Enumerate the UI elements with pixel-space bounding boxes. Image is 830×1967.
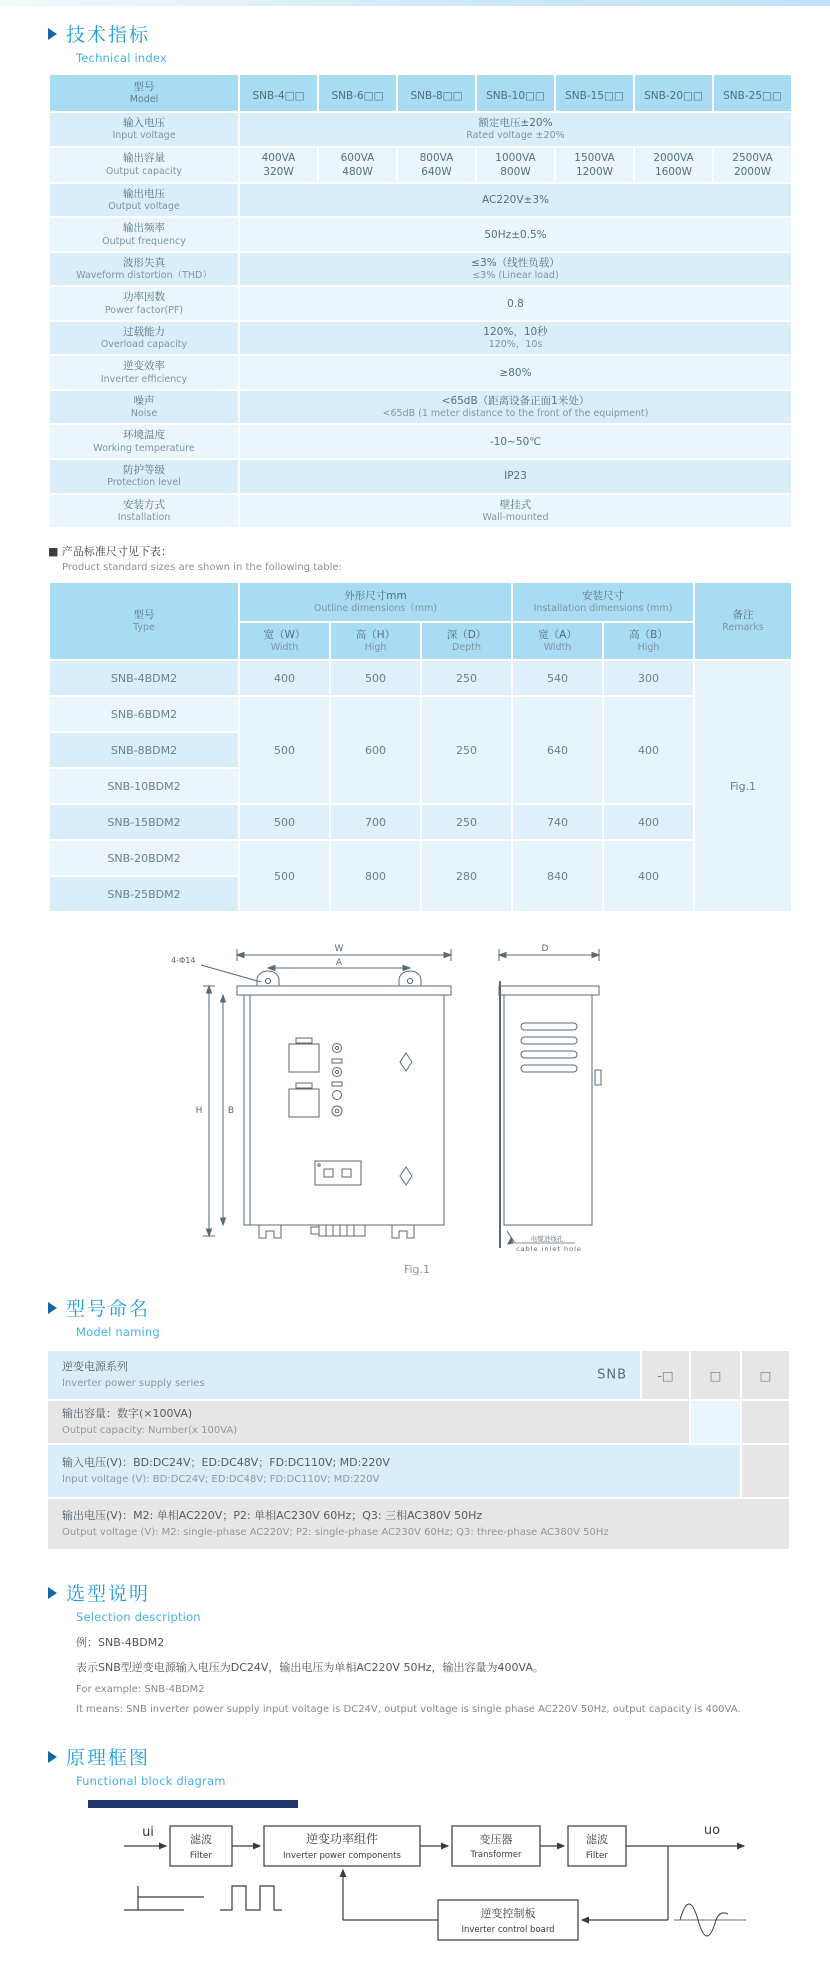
outline-drawing [149, 935, 689, 1280]
size-dim-w: 500 [240, 697, 329, 803]
size-row [50, 697, 791, 731]
section-title [48, 1294, 789, 1321]
spec-value: 1500VA 1200W [556, 148, 633, 182]
fig-dim-h: H [195, 1106, 202, 1117]
section-title [48, 1743, 789, 1770]
model-prefix: SNB [597, 1367, 627, 1383]
bd-control-en: Inverter control board [461, 1925, 555, 1936]
bd-filter2-en: Filter [585, 1851, 609, 1862]
size-note [48, 543, 789, 573]
fig-holes-label: 4-Φ14 [170, 956, 195, 966]
spec-label: 安装方式 Installation [50, 495, 238, 528]
bd-transformer-en: Transformer [470, 1850, 522, 1861]
section-title-cn: 选型说明 [66, 1583, 151, 1606]
section-arrow-icon [48, 1587, 57, 1599]
section-title-en: Technical index [76, 51, 167, 65]
spec-header-model-col: SNB-15□□ [556, 75, 633, 111]
spec-label: 噪声 Noise [50, 391, 238, 424]
spec-table [48, 73, 793, 529]
size-header-remarks: 备注 Remarks [695, 583, 791, 659]
spec-value: 400VA 320W [240, 148, 317, 182]
section-title-cn: 技术指标 [66, 24, 151, 46]
size-dim-b: 300 [604, 661, 693, 695]
size-type: SNB-25BDM2 [50, 877, 238, 911]
size-subheader-b: 高（B） High [604, 623, 693, 659]
spec-label: 功率因数 Power factor(PF) [50, 287, 238, 320]
section-title-cn: 型号命名 [66, 1298, 151, 1321]
section-title-en: Model naming [76, 1325, 160, 1340]
spec-value: 120%，10秒 120%，10s [240, 322, 791, 355]
naming-row-input-voltage [48, 1445, 789, 1497]
spec-value: 2000VA 1600W [635, 148, 712, 182]
fig-dim-d: D [541, 944, 548, 955]
size-header-install: 安装尺寸 Installation dimensions (mm) [513, 583, 693, 621]
size-type: SNB-4BDM2 [50, 661, 238, 695]
size-header-type: 型号 Type [50, 583, 238, 659]
size-remark: Fig.1 [695, 661, 791, 911]
spec-header-model-col: SNB-10□□ [477, 75, 554, 111]
section-arrow-icon [48, 1751, 57, 1763]
spec-label: 波形失真 Waveform distortion（THD） [50, 253, 238, 286]
size-type: SNB-15BDM2 [50, 805, 238, 839]
bd-power-cn: 逆变功率组件 [305, 1832, 379, 1847]
fig-dim-w: W [334, 944, 343, 955]
spec-row-output-frequency [50, 218, 791, 251]
spec-row-temperature [50, 425, 791, 458]
bd-power-en: Inverter power components [283, 1851, 401, 1862]
spec-label: 环境温度 Working temperature [50, 425, 238, 458]
naming-output-cell: 输出电压(V)：M2: 单相AC220V；P2: 单相AC230V 60Hz；Q3: 三相AC380V 50Hz Output voltage (V): M2: single-phase AC220V; P2: single-phase AC230V 60Hz; Q3: three-phase AC380V 50Hz [48, 1499, 789, 1549]
size-dim-a: 640 [513, 697, 602, 803]
spec-label: 输出容量 Output capacity [50, 148, 238, 182]
selection-example-cn: 例：SNB-4BDM2 [76, 1636, 165, 1650]
spec-value: 壁挂式 Wall-mounted [240, 495, 791, 528]
bd-filter1-cn: 滤波 [190, 1833, 212, 1847]
figure-fig1 [48, 935, 789, 1284]
spec-value: <65dB（距离设备正面1米处） <65dB (1 meter distance to the front of the equipment) [240, 391, 791, 424]
size-row [50, 805, 791, 839]
section-arrow-icon [48, 28, 57, 40]
section-model-naming [48, 1294, 789, 1339]
bd-transformer-cn: 变压器 [479, 1833, 513, 1847]
spec-value: AC220V±3% [240, 184, 791, 217]
naming-row-capacity [48, 1401, 789, 1443]
naming-box-2: □ [691, 1351, 740, 1399]
spec-header-model-col: SNB-8□□ [398, 75, 475, 111]
size-dim-b: 400 [604, 841, 693, 911]
size-row [50, 841, 791, 875]
spec-header-model-col: SNB-20□□ [635, 75, 712, 111]
block-diagram-wrap [108, 1798, 789, 1967]
spec-row-efficiency [50, 356, 791, 389]
section-title-cn: 原理框图 [66, 1747, 151, 1770]
spec-value: ≥80% [240, 356, 791, 389]
section-title [48, 1579, 789, 1606]
naming-series-cell: 逆变电源系列 Inverter power supply series SNB [48, 1351, 640, 1399]
bd-output-label: uo [703, 1823, 721, 1839]
size-row [50, 661, 791, 695]
spec-value: 0.8 [240, 287, 791, 320]
naming-step-fill [742, 1445, 789, 1497]
fig-cable-label-en: cable inlet hole [515, 1245, 582, 1254]
size-dim-d: 250 [422, 805, 511, 839]
spec-label: 过载能力 Overload capacity [50, 322, 238, 355]
spec-value: ≤3%（线性负载） ≤3% (Linear load) [240, 253, 791, 286]
size-dim-h: 700 [331, 805, 420, 839]
fig-cable-label-cn: 电缆进线孔 [530, 1235, 563, 1244]
spec-value: -10~50℃ [240, 425, 791, 458]
size-header-outline: 外形尺寸mm Outline dimensions（mm) [240, 583, 511, 621]
fig-dim-a: A [335, 958, 342, 969]
spec-row-input-voltage [50, 113, 791, 146]
spec-header-model: 型号 Model [50, 75, 238, 111]
section-title [48, 20, 789, 47]
spec-row-power-factor [50, 287, 791, 320]
selection-meaning-en: It means: SNB inverter power supply input voltage is DC24V, output voltage is single phase AC220V 50Hz, output capacity is 400VA. [76, 1704, 741, 1716]
bd-filter2-cn: 滤波 [586, 1833, 608, 1847]
spec-header-model-col: SNB-6□□ [319, 75, 396, 111]
selection-example-en: For example: SNB-4BDM2 [76, 1684, 205, 1696]
size-dim-w: 500 [240, 805, 329, 839]
size-dim-d: 250 [422, 697, 511, 803]
size-dim-h: 800 [331, 841, 420, 911]
naming-row-output-voltage [48, 1499, 789, 1549]
spec-value: 800VA 640W [398, 148, 475, 182]
naming-box-3: □ [742, 1351, 789, 1399]
size-subheader-h: 高（H） High [331, 623, 420, 659]
fig-caption: Fig.1 [403, 1263, 430, 1277]
spec-row-waveform [50, 253, 791, 286]
spec-value: 额定电压±20% Rated voltage ±20% [240, 113, 791, 146]
spec-label: 输出电压 Output voltage [50, 184, 238, 217]
section-block-diagram [48, 1743, 789, 1788]
size-subheader-a: 宽（A） Width [513, 623, 602, 659]
size-dim-a: 740 [513, 805, 602, 839]
spec-row-output-capacity [50, 148, 791, 182]
size-dim-b: 400 [604, 805, 693, 839]
size-subheader-w: 宽（W） Width [240, 623, 329, 659]
section-title-en: Selection description [76, 1610, 201, 1625]
spec-value: 2500VA 2000W [714, 148, 791, 182]
block-diagram [108, 1798, 758, 1963]
size-type: SNB-8BDM2 [50, 733, 238, 767]
bd-input-label: ui [142, 1825, 154, 1841]
model-naming-ladder [48, 1351, 789, 1549]
spec-label: 输入电压 Input voltage [50, 113, 238, 146]
naming-input-cell: 输入电压(V)：BD:DC24V；ED:DC48V；FD:DC110V; MD:220V Input voltage (V): BD:DC24V; ED:DC48V; FD:DC110V; MD:220V [48, 1445, 740, 1497]
size-dim-d: 280 [422, 841, 511, 911]
spec-value: IP23 [240, 460, 791, 493]
fig-dim-b: B [227, 1106, 234, 1117]
size-header-row [50, 583, 791, 621]
spec-row-protection [50, 460, 791, 493]
spec-header-model-col: SNB-4□□ [240, 75, 317, 111]
size-note-cn: ■ 产品标准尺寸见下表： [48, 545, 172, 559]
size-dim-h: 500 [331, 661, 420, 695]
size-dim-a: 840 [513, 841, 602, 911]
size-dim-d: 250 [422, 661, 511, 695]
spec-value: 600VA 480W [319, 148, 396, 182]
spec-label: 防护等级 Protection level [50, 460, 238, 493]
spec-header-model-col: SNB-25□□ [714, 75, 791, 111]
size-type: SNB-6BDM2 [50, 697, 238, 731]
bd-control-cn: 逆变控制板 [480, 1907, 536, 1921]
spec-label: 逆变效率 Inverter efficiency [50, 356, 238, 389]
size-table [48, 581, 793, 913]
size-dim-w: 400 [240, 661, 329, 695]
naming-box-1: -□ [642, 1351, 689, 1399]
naming-row-series [48, 1351, 789, 1399]
section-technical-index [48, 20, 789, 65]
size-subheader-d: 深（D） Depth [422, 623, 511, 659]
spec-row-installation [50, 495, 791, 528]
bd-filter1-en: Filter [189, 1851, 213, 1862]
section-selection [48, 1579, 789, 1624]
size-note-en: Product standard sizes are shown in the following table: [62, 562, 342, 574]
spec-row-overload [50, 322, 791, 355]
section-title-en: Functional block diagram [76, 1774, 226, 1789]
selection-text [76, 1634, 789, 1715]
size-type: SNB-10BDM2 [50, 769, 238, 803]
size-dim-a: 540 [513, 661, 602, 695]
size-dim-h: 600 [331, 697, 420, 803]
selection-meaning-cn: 表示SNB型逆变电源输入电压为DC24V，输出电压为单相AC220V 50Hz，输出容量为400VA。 [76, 1661, 544, 1675]
spec-row-noise [50, 391, 791, 424]
spec-value: 50Hz±0.5% [240, 218, 791, 251]
spec-value: 1000VA 800W [477, 148, 554, 182]
spec-header-row [50, 75, 791, 111]
naming-step-fill [691, 1401, 740, 1443]
naming-step-fill [742, 1401, 789, 1443]
section-arrow-icon [48, 1302, 57, 1314]
size-dim-b: 400 [604, 697, 693, 803]
spec-label: 输出频率 Output frequency [50, 218, 238, 251]
naming-capacity-cell: 输出容量：数字(×100VA) Output capacity: Number(x 100VA) [48, 1401, 689, 1443]
spec-row-output-voltage [50, 184, 791, 217]
size-dim-w: 500 [240, 841, 329, 911]
footer-bar [88, 1800, 298, 1808]
size-type: SNB-20BDM2 [50, 841, 238, 875]
